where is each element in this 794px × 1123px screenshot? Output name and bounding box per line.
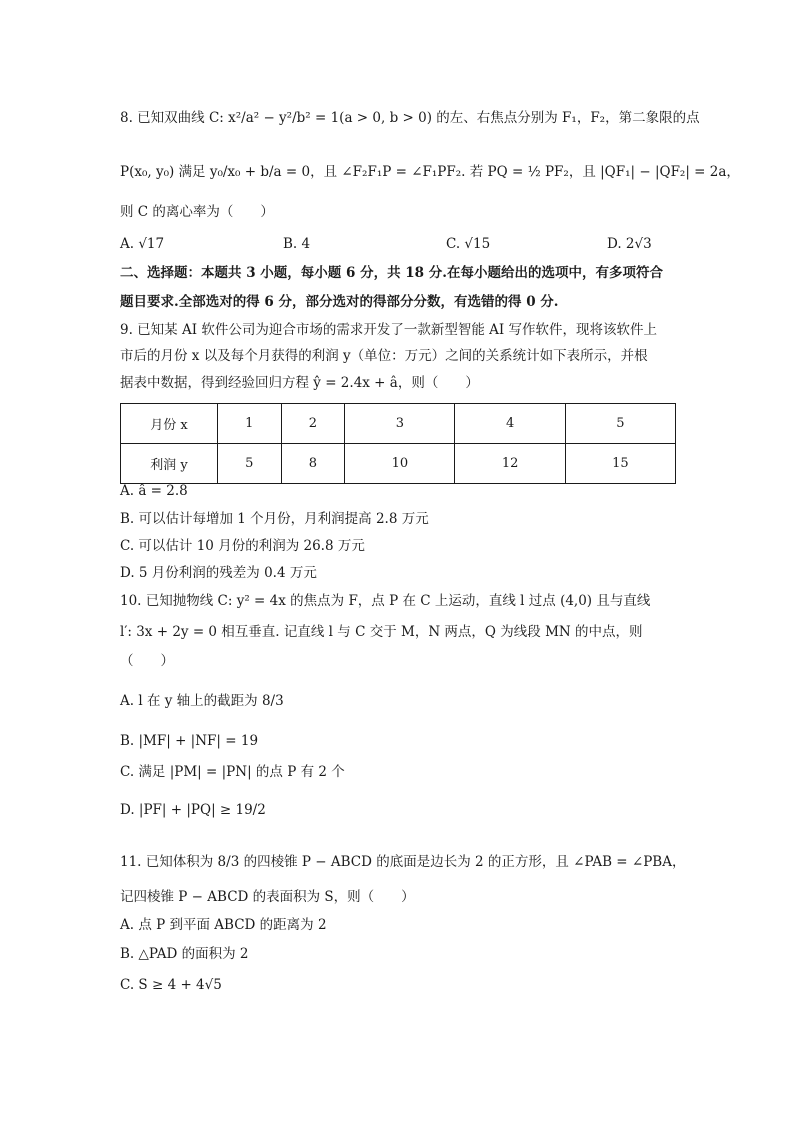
q9-stem-line2: 市后的月份 x 以及每个月获得的利润 y（单位：万元）之间的关系统计如下表所示，并根 [120, 348, 648, 364]
q8-option-a: A. √17 [120, 236, 165, 252]
table-row-header: 月份 x [121, 404, 218, 444]
q9-option-d: D. 5 月份利润的残差为 0.4 万元 [120, 565, 317, 581]
q8-option-c: C. √15 [446, 236, 491, 252]
q11-option-a: A. 点 P 到平面 ABCD 的距离为 2 [120, 917, 327, 933]
table-cell: 5 [565, 404, 675, 444]
q11-option-b: B. △PAD 的面积为 2 [120, 946, 249, 962]
q10-stem-line2: l′: 3x + 2y = 0 相互垂直. 记直线 l 与 C 交于 M，N 两点，Q 为线段 MN 的中点，则 [120, 624, 643, 640]
q10-stem-line3: （ ） [120, 653, 174, 669]
q11-option-c: C. S ≥ 4 + 4√5 [120, 977, 222, 993]
q8-stem-line3: 则 C 的离心率为（ ） [120, 204, 274, 220]
q9-data-table [120, 403, 676, 484]
q9-option-c: C. 可以估计 10 月份的利润为 26.8 万元 [120, 538, 365, 554]
section2-line1: 二、选择题：本题共 3 小题，每小题 6 分，共 18 分.在每小题给出的选项中，有多项符合 [120, 265, 663, 281]
q9-option-a: A. â = 2.8 [120, 483, 188, 499]
q10-option-b: B. |MF| + |NF| = 19 [120, 733, 259, 749]
q9-option-b: B. 可以估计每增加 1 个月份，月利润提高 2.8 万元 [120, 511, 429, 527]
table-cell: 15 [565, 444, 675, 484]
q10-option-c: C. 满足 |PM| = |PN| 的点 P 有 2 个 [120, 764, 345, 780]
table-row-header: 利润 y [121, 444, 218, 484]
q11-stem-line1: 11. 已知体积为 8/3 的四棱锥 P − ABCD 的底面是边长为 2 的正方形，且 ∠PAB = ∠PBA， [120, 854, 686, 870]
q8-option-d: D. 2√3 [607, 236, 652, 252]
q8-stem-line2: P(x₀, y₀) 满足 y₀/x₀ + b/a = 0，且 ∠F₂F₁P = ∠F₁PF₂. 若 PQ = ½ PF₂，且 |QF₁| − |QF₂| = 2a， [120, 164, 740, 180]
table-cell: 5 [218, 444, 282, 484]
table-cell: 3 [345, 404, 455, 444]
q11-stem-line2: 记四棱锥 P − ABCD 的表面积为 S，则（ ） [120, 889, 415, 905]
table-cell: 2 [281, 404, 345, 444]
q10-stem-line1: 10. 已知抛物线 C: y² = 4x 的焦点为 F，点 P 在 C 上运动，直线 l 过点 (4,0) 且与直线 [120, 593, 651, 609]
table-cell: 10 [345, 444, 455, 484]
table-cell: 4 [455, 404, 565, 444]
q9-stem-line3: 据表中数据，得到经验回归方程 ŷ = 2.4x + â，则（ ） [120, 375, 479, 391]
q10-option-a: A. l 在 y 轴上的截距为 8/3 [120, 693, 284, 709]
table-row [121, 404, 676, 444]
table-row [121, 444, 676, 484]
q9-stem-line1: 9. 已知某 AI 软件公司为迎合市场的需求开发了一款新型智能 AI 写作软件，现将该软件上 [120, 322, 657, 338]
table-cell: 1 [218, 404, 282, 444]
table-cell: 8 [281, 444, 345, 484]
q10-option-d: D. |PF| + |PQ| ≥ 19/2 [120, 802, 266, 818]
q8-option-b: B. 4 [283, 236, 311, 252]
table-cell: 12 [455, 444, 565, 484]
section2-line2: 题目要求.全部选对的得 6 分，部分选对的得部分分数，有选错的得 0 分. [120, 294, 559, 310]
q8-stem-line1: 8. 已知双曲线 C: x²/a² − y²/b² = 1(a > 0, b > 0) 的左、右焦点分别为 F₁，F₂，第二象限的点 [120, 110, 700, 126]
